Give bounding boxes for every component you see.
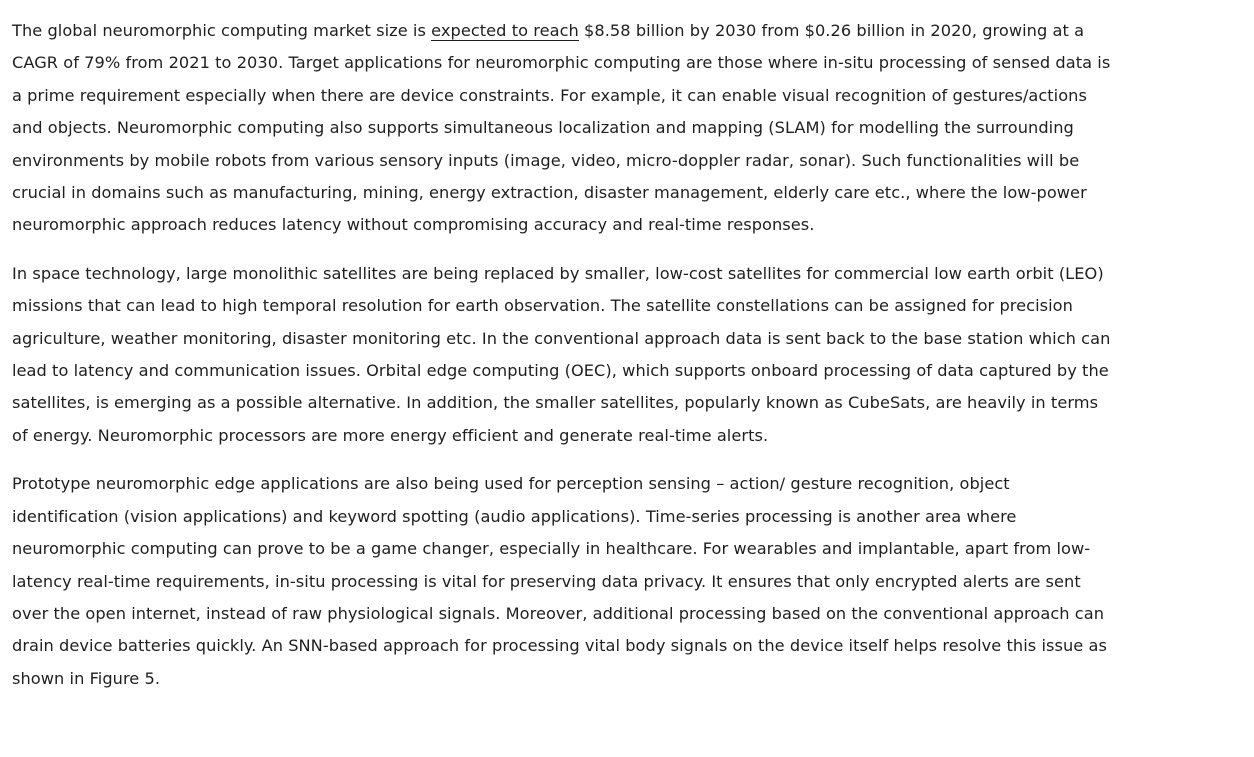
paragraph-text-before-link: The global neuromorphic computing market size is [12, 21, 432, 40]
paragraph-text-after-link: $8.58 billion by 2030 from $0.26 billion in 2020, growing at a CAGR of 79% from 2021 to 2030. Target applications for neuromorphic computing are those where in-situ processing of sensed data is a prime requirement especially when there are device constraints. For example, it can enable visual recognition of gestures/actions and objects. Neuromorphic computing also supports simultaneous localization and mapping (SLAM) for modelling the surrounding environments by mobile robots from various sensory inputs (image, video, micro-doppler radar, sonar). Such functionalities will be crucial in domains such as manufacturing, mining, energy extraction, disaster management, elderly care etc., where the low-power neuromorphic approach reduces latency without compromising accuracy and real-time responses. [12, 21, 1111, 235]
expected-to-reach-link[interactable]: expected to reach [431, 21, 579, 40]
paragraph-market-size [12, 15, 1112, 242]
paragraph-space-technology: In space technology, large monolithic satellites are being replaced by smaller, low-cost satellites for commercial low earth orbit (LEO) missions that can lead to high temporal resolution for earth observation. The satellite constellations can be assigned for precision agriculture, weather monitoring, disaster monitoring etc. In the conventional approach data is sent back to the base station which can lead to latency and communication issues. Orbital edge computing (OEC), which supports onboard processing of data captured by the satellites, is emerging as a possible alternative. In addition, the smaller satellites, popularly known as CubeSats, are heavily in terms of energy. Neuromorphic processors are more energy efficient and generate real-time alerts. [12, 263, 1111, 445]
article-body [12, 15, 1112, 711]
paragraph-edge-applications: Prototype neuromorphic edge applications are also being used for perception sensing – action/ gesture recognition, object identification (vision applications) and keyword spotting (audio applications). Time-series processing is another area where neuromorphic computing can prove to be a game changer, especially in healthcare. For wearables and implantable, apart from low-latency real-time requirements, in-situ processing is vital for preserving data privacy. It ensures that only encrypted alerts are sent over the open internet, instead of raw physiological signals. Moreover, additional processing based on the conventional approach can drain device batteries quickly. An SNN-based approach for processing vital body signals on the device itself helps resolve this issue as shown in Figure 5. [12, 474, 1107, 688]
